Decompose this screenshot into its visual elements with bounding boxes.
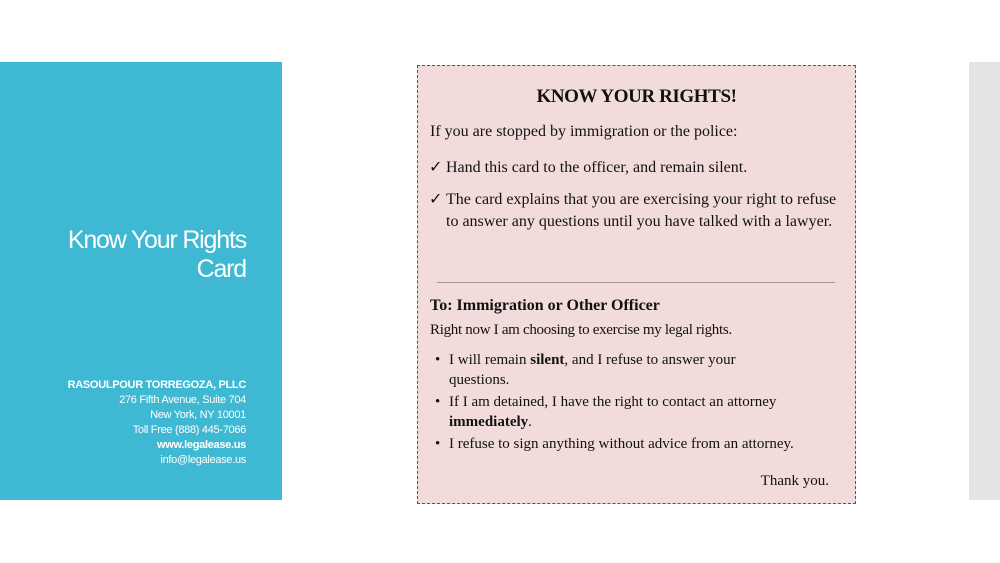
addressee-heading: To: Immigration or Other Officer <box>430 297 660 314</box>
bullet-item <box>435 350 799 390</box>
firm-address-line1: 276 Fifth Avenue, Suite 704 <box>119 394 246 406</box>
intro-text: If you are stopped by immigration or the police: <box>430 123 738 140</box>
bullet-icon: • <box>435 394 441 410</box>
firm-phone: Toll Free (888) 445-7066 <box>132 424 246 436</box>
firm-website: www.legalease.us <box>157 439 246 451</box>
statement-text: Right now I am choosing to exercise my legal rights. <box>430 322 732 338</box>
card-heading <box>68 226 246 284</box>
emphasis-silent: silent <box>530 352 565 368</box>
check-item <box>429 189 850 233</box>
checkmark-icon: ✓ <box>429 191 443 208</box>
check-item <box>429 157 856 179</box>
rights-card-title: KNOW YOUR RIGHTS! <box>536 86 737 107</box>
side-gray-panel <box>969 62 1000 500</box>
left-title-panel <box>0 62 282 500</box>
bullet-item <box>435 434 794 454</box>
bullet-icon: • <box>435 436 441 452</box>
firm-address-line2: New York, NY 10001 <box>150 409 246 421</box>
bullet-item-text: I refuse to sign anything without advice from an attorney. <box>449 436 794 452</box>
bullet-item-text: If I am detained, I have the right to contact an attorney immediately. <box>449 394 777 430</box>
card-heading-line1: Know Your Rights <box>67 226 246 254</box>
section-divider <box>437 282 835 283</box>
bullet-icon: • <box>435 352 441 368</box>
rights-card <box>417 65 856 504</box>
firm-email: info@legalease.us <box>160 454 246 466</box>
bullet-item <box>435 392 844 432</box>
emphasis-immediately: immediately <box>449 414 529 430</box>
bullet-item-text: I will remain silent, and I refuse to answer your questions. <box>449 352 736 388</box>
card-heading-line2: Card <box>196 255 246 283</box>
firm-name: RASOULPOUR TORREGOZA, PLLC <box>67 379 246 391</box>
checkmark-icon: ✓ <box>429 159 443 176</box>
check-item-text: The card explains that you are exercising your right to refuse to answer any questions until you have talked with a lawyer. <box>446 191 837 230</box>
check-item-text: Hand this card to the officer, and remain silent. <box>446 159 748 176</box>
thank-you-text: Thank you. <box>760 473 829 489</box>
firm-contact-block <box>68 378 246 468</box>
